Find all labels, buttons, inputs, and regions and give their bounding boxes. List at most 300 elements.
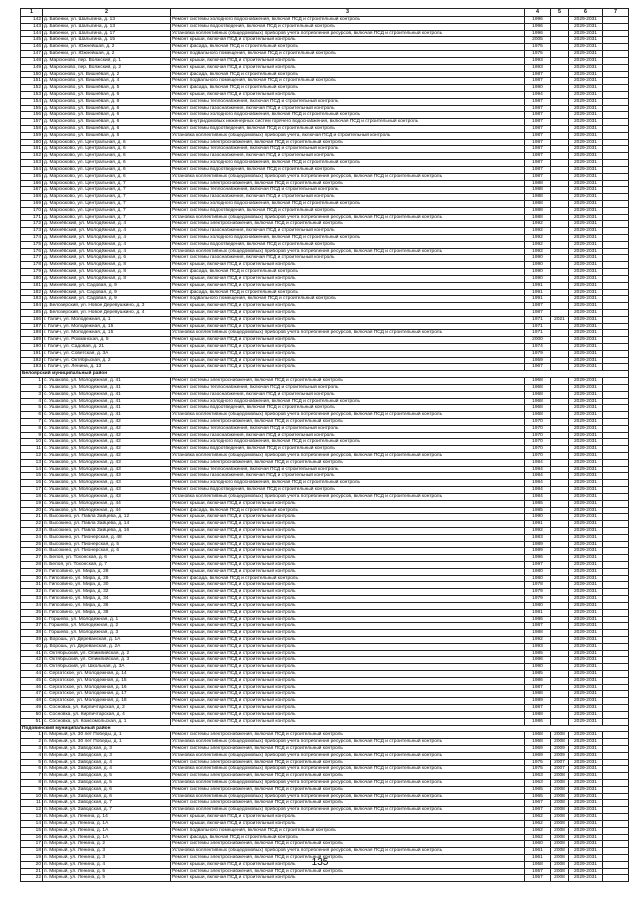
row-number: 160 (21, 139, 43, 146)
row-work-type: Ремонт крыши, включая ПСД и строительный контроль (171, 548, 525, 555)
row-blank (603, 85, 629, 92)
row-work-type: Установка коллективных (общедомовых) приборов учета потребления ресурсов, включая ПСД и строительный контроль (171, 766, 525, 773)
row-work-type: Ремонт крыши, включая ПСД и строительный контроль (171, 555, 525, 562)
table-row (21, 793, 629, 800)
row-work-type: Ремонт системы холодного водоснабжения, включая ПСД и строительный контроль (171, 398, 525, 405)
row-address: г. Галич, ул. Садовая, д. 21 (43, 344, 171, 351)
row-blank (603, 112, 629, 119)
table-row (21, 732, 629, 739)
table-row (21, 616, 629, 623)
row-period: 2029-2031 (569, 132, 603, 139)
row-period: 2029-2031 (569, 153, 603, 160)
row-address: д. Марсюково, ул. Центральная, д. 6 (43, 173, 171, 180)
row-number: 47 (21, 691, 43, 698)
row-period: 2029-2031 (569, 146, 603, 153)
row-period: 2029-2031 (569, 705, 603, 712)
row-year-built: 1987 (525, 705, 551, 712)
row-number: 20 (21, 861, 43, 868)
row-year-built: 1990 (525, 255, 551, 262)
row-blank (603, 568, 629, 575)
row-address: п. Гипсовино, ул. Мира, д. 38 (43, 609, 171, 616)
row-blank (603, 275, 629, 282)
row-period: 2029-2031 (569, 282, 603, 289)
table-row (21, 98, 629, 105)
row-year-built: 1987 (525, 78, 551, 85)
row-address: п. Мирный, ул. Ленина, д. 2 (43, 841, 171, 848)
row-work-type: Ремонт системы газоснабжения, включая ПСД и строительный контроль (171, 255, 525, 262)
row-work-type: Ремонт крыши, включая ПСД и строительный контроль (171, 91, 525, 98)
row-address: с. Сергатское, ул. Молодежная, д. 15 (43, 677, 171, 684)
row-work-type: Ремонт системы теплоснабжения, включая ПСД и строительный контроль (171, 187, 525, 194)
row-year-extra (551, 44, 569, 51)
table-row (21, 378, 629, 385)
row-work-type: Ремонт крыши, включая ПСД и строительный контроль (171, 275, 525, 282)
row-period: 2029-2031 (569, 548, 603, 555)
header-cell: 6 (569, 9, 603, 17)
table-row (21, 112, 629, 119)
table-row (21, 248, 629, 255)
row-period: 2029-2031 (569, 800, 603, 807)
row-year-built: 1970 (525, 418, 551, 425)
row-period: 2029-2031 (569, 582, 603, 589)
row-number: 37 (21, 623, 43, 630)
row-work-type: Ремонт системы электроснабжения, включая ПСД и строительный контроль (171, 868, 525, 875)
table-row (21, 282, 629, 289)
row-address: п. Мирный, ул. Заводская, д. 5 (43, 780, 171, 787)
row-number: 184 (21, 303, 43, 310)
row-period: 2029-2031 (569, 841, 603, 848)
row-year-built: 1986 (525, 657, 551, 664)
row-year-extra (551, 262, 569, 269)
row-work-type: Установка коллективных (общедомовых) приборов учета потребления ресурсов, включая ПСД и строительный контроль (171, 330, 525, 337)
row-period: 2029-2031 (569, 568, 603, 575)
row-period: 2029-2031 (569, 187, 603, 194)
row-year-built: 1970 (525, 439, 551, 446)
row-year-extra (551, 602, 569, 609)
row-period: 2029-2031 (569, 684, 603, 691)
row-number: 50 (21, 711, 43, 718)
row-number: 13 (21, 459, 43, 466)
row-number: 150 (21, 71, 43, 78)
row-address: п. Высокино, ул. Пионерская, д. 5 (43, 541, 171, 548)
row-work-type: Ремонт крыши, включая ПСД и строительный контроль (171, 589, 525, 596)
row-period: 2029-2031 (569, 555, 603, 562)
row-blank (603, 30, 629, 37)
row-year-built: 1983 (525, 534, 551, 541)
table-row (21, 180, 629, 187)
row-blank (603, 643, 629, 650)
row-work-type: Ремонт системы электроснабжения, включая ПСД и строительный контроль (171, 139, 525, 146)
row-period: 2029-2031 (569, 241, 603, 248)
row-period: 2029-2031 (569, 446, 603, 453)
row-year-extra (551, 698, 569, 705)
row-period: 2029-2031 (569, 412, 603, 419)
row-year-extra (551, 548, 569, 555)
row-number: 171 (21, 214, 43, 221)
row-year-extra (551, 228, 569, 235)
row-year-extra: 2008 (551, 814, 569, 821)
table-row (21, 350, 629, 357)
row-year-built: 1987 (525, 112, 551, 119)
row-address: д. Марсюново, ул. Вишнёвая, д. 6 (43, 105, 171, 112)
row-address: п. Мирный, ул. 30 лет Победы, д. 1 (43, 732, 171, 739)
row-number: 21 (21, 514, 43, 521)
row-work-type: Установка коллективных (общедомовых) приборов учета потребления ресурсов, включая ПСД и строительный контроль (171, 30, 525, 37)
header-cell: 3 (171, 9, 525, 17)
row-blank (603, 500, 629, 507)
row-address: д. Марсюново, ул. Вишнёвая, д. 4 (43, 78, 171, 85)
row-year-extra (551, 37, 569, 44)
row-year-built: 1979 (525, 589, 551, 596)
row-number: 151 (21, 78, 43, 85)
row-number: 176 (21, 248, 43, 255)
row-period: 2029-2031 (569, 602, 603, 609)
row-year-built: 1974 (525, 344, 551, 351)
row-blank (603, 555, 629, 562)
row-address: п. Мирный, ул. Ленина, д. 3 (43, 854, 171, 861)
row-period: 2029-2031 (569, 854, 603, 861)
row-year-built: 1969 (525, 745, 551, 752)
table-row (21, 487, 629, 494)
table-row (21, 677, 629, 684)
row-period: 2029-2031 (569, 630, 603, 637)
row-work-type: Ремонт крыши, включая ПСД и строительный контроль (171, 609, 525, 616)
row-number: 48 (21, 698, 43, 705)
row-year-extra (551, 398, 569, 405)
row-year-extra: 2007 (551, 766, 569, 773)
row-year-extra (551, 616, 569, 623)
table-row (21, 745, 629, 752)
table-header-row (21, 9, 629, 17)
row-year-built: 2005 (525, 37, 551, 44)
row-year-extra: 2008 (551, 739, 569, 746)
row-year-built: 1988 (525, 691, 551, 698)
row-blank (603, 807, 629, 814)
row-address: д. Марсюново, пер. Волжский, д. 1 (43, 57, 171, 64)
table-row (21, 241, 629, 248)
row-blank (603, 814, 629, 821)
row-year-built: 1988 (525, 207, 551, 214)
row-work-type: Установка коллективных (общедомовых) приборов учета потребления ресурсов, включая ПСД и строительный контроль (171, 412, 525, 419)
row-address: п. Гипсовино, ул. Мира, д. 32 (43, 589, 171, 596)
row-number: 19 (21, 854, 43, 861)
row-number: 173 (21, 228, 43, 235)
table-row (21, 657, 629, 664)
row-address: д. Михнёвский, ул. Молодёжная, д. 4 (43, 221, 171, 228)
row-work-type: Ремонт фасада, включая ПСД и строительный контроль (171, 575, 525, 582)
row-work-type: Ремонт крыши, включая ПСД и строительный контроль (171, 262, 525, 269)
table-row (21, 71, 629, 78)
table-row (21, 698, 629, 705)
row-address: п. Высокино, ул. Пионерская, д. 6 (43, 548, 171, 555)
row-year-built: 1979 (525, 350, 551, 357)
row-period: 2029-2031 (569, 677, 603, 684)
row-number: 18 (21, 493, 43, 500)
row-blank (603, 425, 629, 432)
row-address: п. Мирный, ул. Заводская, д. 7 (43, 800, 171, 807)
row-work-type: Ремонт крыши, включая ПСД и строительный контроль (171, 534, 525, 541)
table-row (21, 323, 629, 330)
row-work-type: Ремонт системы водоотведения, включая ПСД и строительный контроль (171, 241, 525, 248)
row-address: д. Ворошь, ул. Дереванская, д. 1А (43, 636, 171, 643)
row-blank (603, 868, 629, 875)
row-work-type: Ремонт крыши, включая ПСД и строительный контроль (171, 316, 525, 323)
row-period: 2029-2031 (569, 636, 603, 643)
row-address: с. Горшево, ул. Молодежная, д. 2 (43, 623, 171, 630)
row-address: с. Ушаково, ул. Молодежная, д. 43 (43, 480, 171, 487)
row-period: 2029-2031 (569, 289, 603, 296)
row-blank (603, 350, 629, 357)
row-year-extra (551, 453, 569, 460)
row-year-built: 1986 (525, 616, 551, 623)
row-year-extra: 2008 (551, 875, 569, 882)
row-year-built: 1970 (525, 425, 551, 432)
row-number: 164 (21, 166, 43, 173)
row-number: 38 (21, 630, 43, 637)
row-period: 2029-2031 (569, 609, 603, 616)
row-address: с. Сергатское, ул. Молодежная, д. 17 (43, 691, 171, 698)
row-year-extra (551, 514, 569, 521)
row-address: д. Марсюково, ул. Центральная, д. 7 (43, 214, 171, 221)
row-year-built: 1987 (525, 684, 551, 691)
row-blank (603, 180, 629, 187)
row-address: д. Марсюново, ул. Вишнёвая, д. 6 (43, 91, 171, 98)
row-address: с. Ушаково, ул. Молодежная, д. 42 (43, 432, 171, 439)
row-year-extra (551, 630, 569, 637)
row-blank (603, 378, 629, 385)
row-blank (603, 589, 629, 596)
row-number: 20 (21, 507, 43, 514)
row-period: 2029-2031 (569, 541, 603, 548)
row-year-extra (551, 235, 569, 242)
table-row (21, 875, 629, 882)
row-address: п. Мирный, ул. Заводская, д. 7 (43, 807, 171, 814)
row-year-built: 1975 (525, 766, 551, 773)
row-period: 2029-2031 (569, 752, 603, 759)
row-year-extra: 2008 (551, 834, 569, 841)
row-period: 2029-2031 (569, 235, 603, 242)
header-cell: 7 (603, 9, 629, 17)
table-row (21, 439, 629, 446)
row-blank (603, 527, 629, 534)
row-year-extra (551, 303, 569, 310)
row-blank (603, 296, 629, 303)
row-number: 152 (21, 85, 43, 92)
row-blank (603, 507, 629, 514)
row-year-built: 1993 (525, 57, 551, 64)
row-work-type: Ремонт системы электроснабжения, включая ПСД и строительный контроль (171, 180, 525, 187)
row-address: д. Бабенки, ул. Шалыгина, д. 13 (43, 23, 171, 30)
row-address: д. Марсюново, ул. Вишнёвая, д. 5 (43, 85, 171, 92)
row-year-extra (551, 160, 569, 167)
row-address: г. Галич, ул. Молодежная, д. 1 (43, 316, 171, 323)
table-row (21, 432, 629, 439)
row-year-built: 1988 (525, 194, 551, 201)
row-year-extra (551, 17, 569, 24)
row-address: с. Ушаково, ул. Молодежная, д. 43 (43, 459, 171, 466)
row-work-type: Ремонт системы водоотведения, включая ПСД и строительный контроль (171, 207, 525, 214)
row-blank (603, 323, 629, 330)
row-year-built: 1987 (525, 132, 551, 139)
row-year-built: 1961 (525, 854, 551, 861)
row-year-extra (551, 493, 569, 500)
row-address: п. Октябрьский, ул. Школьная, д. 3А (43, 664, 171, 671)
row-period: 2029-2031 (569, 643, 603, 650)
row-year-extra: 2008 (551, 773, 569, 780)
row-address: п. Октябрьский, ул. Олимпийская, д. 2 (43, 650, 171, 657)
row-address: с. Ушаково, ул. Молодежная, д. 43 (43, 473, 171, 480)
row-address: с. Сергатское, ул. Молодежная, д. 16 (43, 684, 171, 691)
table-row (21, 235, 629, 242)
row-work-type: Ремонт крыши, включая ПСД и строительный контроль (171, 596, 525, 603)
row-year-extra (551, 521, 569, 528)
row-work-type: Ремонт крыши, включая ПСД и строительный контроль (171, 350, 525, 357)
row-blank (603, 105, 629, 112)
row-year-extra (551, 384, 569, 391)
header-cell: 1 (21, 9, 43, 17)
table-row (21, 51, 629, 58)
row-year-extra (551, 357, 569, 364)
row-year-extra: 2009 (551, 752, 569, 759)
row-number: 193 (21, 364, 43, 371)
row-year-extra (551, 51, 569, 58)
row-work-type: Ремонт крыши, включая ПСД и строительный контроль (171, 691, 525, 698)
row-year-built: 1968 (525, 412, 551, 419)
row-address: д. Михнёвский, ул. Садовая, д. 9 (43, 289, 171, 296)
row-address: д. Михнёвский, ул. Молодёжная, д. 4 (43, 241, 171, 248)
row-address: п. Мирный, ул. Заводская, д. 6 (43, 786, 171, 793)
row-blank (603, 187, 629, 194)
row-year-built: 1967 (525, 807, 551, 814)
row-number: 157 (21, 119, 43, 126)
row-period: 2029-2031 (569, 303, 603, 310)
row-year-extra (551, 132, 569, 139)
row-year-extra (551, 78, 569, 85)
row-work-type: Ремонт фасада, включая ПСД и строительный контроль (171, 289, 525, 296)
row-address: г. Галич, ул. Советская, д. 3А (43, 350, 171, 357)
row-year-extra (551, 677, 569, 684)
row-blank (603, 616, 629, 623)
row-address: д. Марсюново, ул. Вишнёвая, д. 6 (43, 126, 171, 133)
row-address: п. Мирный, ул. Ленина, д. 14 (43, 814, 171, 821)
table-row (21, 105, 629, 112)
row-number: 5 (21, 405, 43, 412)
table-row (21, 848, 629, 855)
row-year-built: 1990 (525, 275, 551, 282)
table-row (21, 459, 629, 466)
row-period: 2029-2031 (569, 194, 603, 201)
row-blank (603, 330, 629, 337)
row-period: 2029-2031 (569, 691, 603, 698)
row-work-type: Ремонт системы теплоснабжения, включая ПСД и строительный контроль (171, 466, 525, 473)
row-blank (603, 514, 629, 521)
row-year-extra (551, 364, 569, 371)
table-row (21, 405, 629, 412)
row-number: 5 (21, 759, 43, 766)
row-number: 162 (21, 153, 43, 160)
row-year-built: 1987 (525, 98, 551, 105)
row-year-extra: 2008 (551, 868, 569, 875)
row-period: 2029-2031 (569, 17, 603, 24)
row-year-extra (551, 718, 569, 725)
row-number: 174 (21, 235, 43, 242)
row-work-type: Ремонт системы водоотведения, включая ПСД и строительный контроль (171, 446, 525, 453)
row-year-built: 1962 (525, 827, 551, 834)
row-period: 2029-2031 (569, 500, 603, 507)
table-row (21, 337, 629, 344)
row-period: 2029-2031 (569, 718, 603, 725)
row-number: 177 (21, 255, 43, 262)
row-number: 159 (21, 132, 43, 139)
row-year-built: 1996 (525, 555, 551, 562)
table-row (21, 207, 629, 214)
table-row (21, 534, 629, 541)
row-number: 189 (21, 337, 43, 344)
row-year-extra (551, 98, 569, 105)
row-number: 180 (21, 275, 43, 282)
row-year-built: 1968 (525, 391, 551, 398)
table-row (21, 153, 629, 160)
row-work-type: Ремонт системы холодного водоснабжения, включая ПСД и строительный контроль (171, 235, 525, 242)
row-work-type: Ремонт крыши, включая ПСД и строительный контроль (171, 657, 525, 664)
table-row (21, 37, 629, 44)
row-number: 26 (21, 548, 43, 555)
row-number: 44 (21, 671, 43, 678)
row-blank (603, 562, 629, 569)
row-work-type: Ремонт системы электроснабжения, включая ПСД и строительный контроль (171, 773, 525, 780)
row-year-extra: 2008 (551, 807, 569, 814)
row-number: 156 (21, 112, 43, 119)
header-cell: 5 (551, 9, 569, 17)
row-work-type: Ремонт фасада, включая ПСД и строительный контроль (171, 85, 525, 92)
row-work-type: Установка коллективных (общедомовых) приборов учета потребления ресурсов, включая ПСД и строительный контроль (171, 807, 525, 814)
row-address: д. Марсюково, ул. Центральная, д. 7 (43, 194, 171, 201)
row-work-type: Ремонт системы электроснабжения, включая ПСД и строительный контроль (171, 745, 525, 752)
row-address: д. Марсюково, ул. Центральная, д. 6 (43, 153, 171, 160)
row-year-extra (551, 105, 569, 112)
row-number: 12 (21, 453, 43, 460)
row-period: 2029-2031 (569, 521, 603, 528)
row-year-built: 1987 (525, 166, 551, 173)
row-address: д. Марсюково, ул. Центральная, д. 6 (43, 146, 171, 153)
row-work-type: Установка коллективных (общедомовых) приборов учета потребления ресурсов, включая ПСД и строительный контроль (171, 493, 525, 500)
row-number: 155 (21, 105, 43, 112)
row-address: д. Михнёвский, ул. Молодёжная, д. 4 (43, 235, 171, 242)
row-year-extra (551, 337, 569, 344)
row-work-type: Ремонт крыши, включая ПСД и строительный контроль (171, 814, 525, 821)
row-blank (603, 773, 629, 780)
row-year-built: 1994 (525, 91, 551, 98)
table-row (21, 194, 629, 201)
row-year-built: 1987 (525, 173, 551, 180)
row-number: 143 (21, 23, 43, 30)
row-address: г. Галич, ул. Октябрьская, д. 2 (43, 357, 171, 364)
row-work-type: Ремонт системы холодного водоснабжения, включая ПСД и строительный контроль (171, 112, 525, 119)
row-work-type: Установка коллективных (общедомовых) приборов учета, включая ПСД и строительный контроль (171, 132, 525, 139)
row-number: 181 (21, 282, 43, 289)
row-year-extra (551, 269, 569, 276)
row-work-type: Ремонт системы электроснабжения, включая ПСД и строительный контроль (171, 786, 525, 793)
row-blank (603, 17, 629, 24)
row-number: 12 (21, 807, 43, 814)
row-year-extra (551, 241, 569, 248)
row-number: 31 (21, 582, 43, 589)
row-period: 2029-2031 (569, 671, 603, 678)
row-blank (603, 745, 629, 752)
table-row (21, 384, 629, 391)
table-row (21, 827, 629, 834)
row-address: с. Ушаково, ул. Молодежная, д. 41 (43, 391, 171, 398)
